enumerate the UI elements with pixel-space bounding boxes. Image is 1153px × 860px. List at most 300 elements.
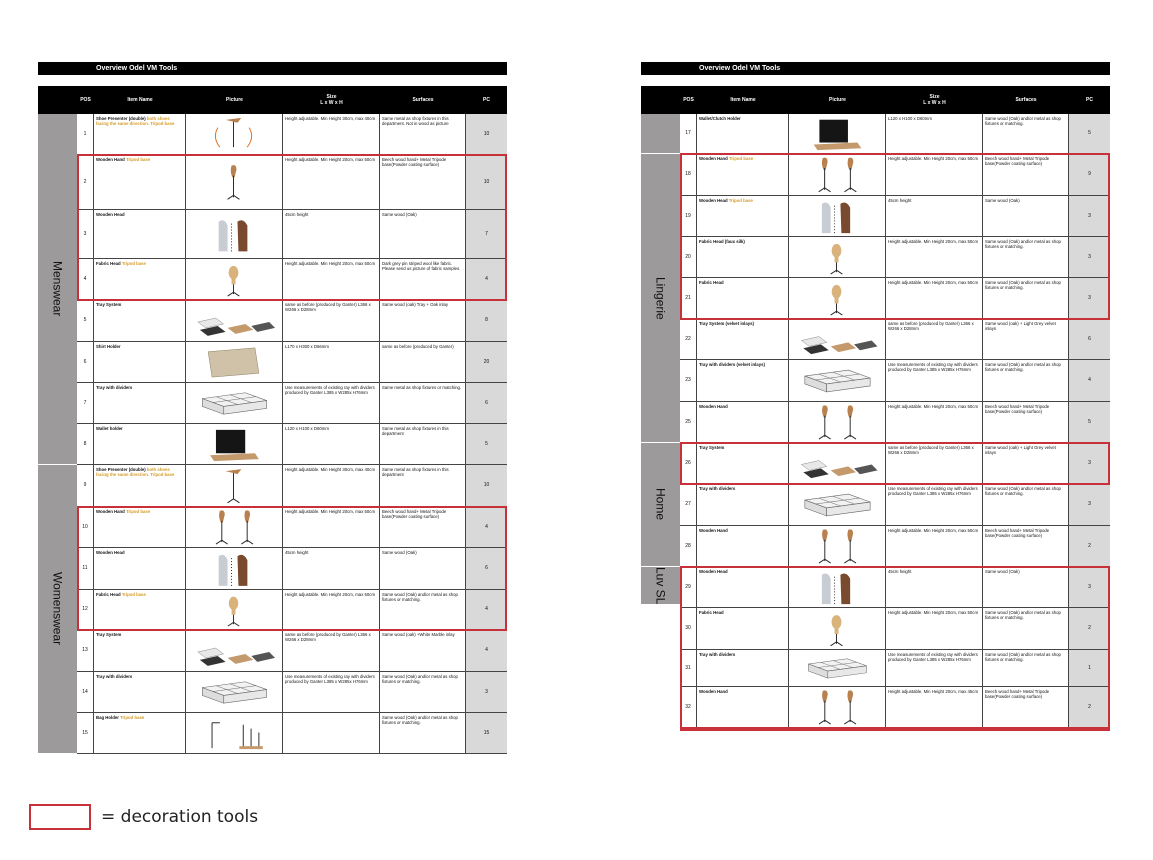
row-pos: 22: [680, 319, 697, 359]
row-pos: 7: [77, 383, 94, 423]
legend-label: = decoration tools: [101, 807, 259, 827]
row-size: Height adjustable. Min Height 20cm, max 50cm: [886, 608, 983, 649]
row-pc: 3: [1069, 443, 1110, 483]
row-surfaces: Beech wood hand+ Metal Tripode base(Powder coating surface): [983, 687, 1069, 727]
header-size: Size L x W x H: [320, 94, 343, 106]
table-row: [77, 114, 507, 155]
item-name-text: Wooden Hand: [699, 689, 728, 694]
table-row: [680, 484, 1110, 526]
row-pc: 3: [1069, 484, 1110, 525]
table-body: [641, 114, 1110, 728]
rows: [680, 114, 1110, 728]
item-name-note: Tripod base: [126, 157, 151, 162]
item-name-text: Tray with dividers: [699, 652, 736, 657]
row-pc: 2: [1069, 526, 1110, 566]
row-item-name: [697, 196, 789, 236]
row-picture: [186, 507, 283, 547]
header-picture: Picture: [226, 97, 243, 103]
row-surfaces: Same wood (Oak): [983, 567, 1069, 607]
item-name-text: Tray with dividers: [96, 385, 133, 390]
row-size: Height adjustable. Min Height 20cm, max 45cm: [886, 687, 983, 727]
group-label-text: Menswear: [50, 261, 65, 317]
row-picture: [789, 484, 886, 525]
row-size: Height adjustable. Min Height 30cm, max 40cm: [283, 465, 380, 506]
row-item-name: [697, 650, 789, 686]
header-size: Size L x W x H: [923, 94, 946, 106]
table-row: [680, 237, 1110, 278]
row-picture: [789, 608, 886, 649]
row-pc: 4: [466, 259, 507, 299]
row-picture: [186, 548, 283, 589]
row-pos: 5: [77, 300, 94, 341]
row-picture: [186, 300, 283, 341]
table-row: [680, 526, 1110, 567]
row-size: same as before (produced by Ganter) L366 x W266 x D28mm: [886, 319, 983, 359]
row-size: Height adjustable. Min Height 20cm, max 50cm: [886, 237, 983, 277]
row-surfaces: same as before (produced by Ganter): [380, 342, 466, 382]
hands-icon: [789, 402, 885, 442]
header-picture: Picture: [829, 97, 846, 103]
row-pc: 9: [1069, 154, 1110, 195]
row-surfaces: Same wood (oak) +White Marble inlay: [380, 630, 466, 671]
row-picture: [789, 278, 886, 318]
table-row: [680, 402, 1110, 443]
fabric-head-icon: [789, 608, 885, 649]
item-name-text: Wallet holder: [96, 426, 123, 431]
item-name-note: Tripod base: [121, 592, 146, 597]
row-surfaces: Same wood (Oak) and/or metal as shop fixtures or matching.: [983, 484, 1069, 525]
row-picture: [186, 590, 283, 629]
item-name-text: Tray with dividers: [699, 486, 736, 491]
row-item-name: [94, 465, 186, 506]
row-picture: [789, 196, 886, 236]
row-surfaces: Same wood (Oak) and/or metal as shop fixtures or matching.: [983, 278, 1069, 318]
row-item-name: [94, 630, 186, 671]
row-size: Height adjustable. Min Height 20cm, max 50cm: [283, 259, 380, 299]
group-label: [641, 443, 680, 567]
row-pos: 6: [77, 342, 94, 382]
item-name-text: Tray System: [96, 632, 122, 637]
row-size: L120 x H100 x D60mm: [886, 114, 983, 153]
table-row: [77, 342, 507, 383]
tray-dividers-icon: [789, 360, 885, 401]
hands-icon: [789, 687, 885, 727]
header-pos: POS: [683, 97, 694, 103]
fabric-head-icon: [789, 278, 885, 318]
group-label: [38, 465, 77, 754]
table-row: [77, 383, 507, 424]
table-header: [38, 86, 507, 114]
group-label-text: Lingerie: [653, 276, 668, 320]
table-row: [680, 114, 1110, 154]
tray-dividers-icon: [789, 484, 885, 525]
row-pc: 8: [466, 300, 507, 341]
row-size: same as before (produced by Ganter) L366 x W266 x D28mm: [886, 443, 983, 483]
row-picture: [186, 210, 283, 258]
row-pos: 15: [77, 713, 94, 753]
row-pos: 9: [77, 465, 94, 506]
row-surfaces: Dark grey pin striped wool like fabric. Please send us picture of fabric samples.: [380, 259, 466, 299]
row-picture: [789, 526, 886, 566]
item-name-text: Wooden Head: [96, 212, 125, 217]
item-name-text: Tray System: [699, 445, 725, 450]
row-item-name: [697, 608, 789, 649]
row-surfaces: Same metal as shop fixtures in this department: [380, 424, 466, 464]
table-row: [77, 300, 507, 342]
group-label-text: Womenswear: [50, 572, 65, 646]
row-picture: [186, 424, 283, 464]
row-size: 45cm height: [283, 210, 380, 258]
row-size: Height adjustable. Min Height 20cm, max 50cm: [886, 154, 983, 195]
tray-system-icon: [186, 300, 282, 341]
table-row: [680, 154, 1110, 196]
item-name-note: both shoes facing the same direction. Tripod base: [96, 116, 175, 126]
row-pc: 4: [466, 630, 507, 671]
item-name-text: Tray System: [96, 302, 122, 307]
row-pc: 10: [466, 114, 507, 154]
row-picture: [186, 259, 283, 299]
row-size: Use measurements of existing ray with dividers produced by Ganter L385 x W285x H76mm: [886, 484, 983, 525]
row-item-name: [94, 114, 186, 154]
row-pos: 27: [680, 484, 697, 525]
tray-dividers-icon: [186, 383, 282, 423]
group-label: [641, 114, 680, 154]
row-size: Height adjustable. Min Height 20cm, max 50cm: [886, 278, 983, 318]
item-name-text: Fabric Head: [96, 592, 121, 597]
row-surfaces: Same wood (Oak) and/or metal as shop fixtures or matching.: [380, 672, 466, 712]
row-surfaces: Same wood (Oak) and/or metal as shop fixtures or matching.: [380, 713, 466, 753]
table-row: [680, 278, 1110, 319]
table-header: [641, 86, 1110, 114]
table-row: [77, 507, 507, 548]
row-size: Use measurements of existing ray with dividers produced by Ganter L385 x W285x H76mm: [283, 383, 380, 423]
row-picture: [186, 465, 283, 506]
row-picture: [186, 672, 283, 712]
row-pc: 20: [466, 342, 507, 382]
row-pos: 21: [680, 278, 697, 318]
row-item-name: [94, 383, 186, 423]
row-pc: 3: [466, 672, 507, 712]
row-surfaces: Same wood (Oak): [380, 210, 466, 258]
tray-dividers-icon: [186, 672, 282, 712]
row-pc: 5: [1069, 402, 1110, 442]
item-name-text: Fabric Head: [96, 261, 121, 266]
row-size: Use measurements of existing ray with dividers produced by Ganter L385 x W285x H76mm: [283, 672, 380, 712]
shoe-stand-2-icon: [186, 465, 282, 506]
row-picture: [186, 630, 283, 671]
hands-icon: [186, 507, 282, 547]
row-pc: 7: [466, 210, 507, 258]
header-item-name: Item Name: [730, 97, 756, 103]
row-item-name: [697, 237, 789, 277]
row-size: Height adjustable. Min Height 20cm, max 50cm: [283, 590, 380, 629]
table-row: [77, 630, 507, 672]
tray-system-icon: [789, 443, 885, 483]
row-size: [283, 713, 380, 753]
heads-icon: [789, 196, 885, 236]
group-label: [38, 114, 77, 465]
row-item-name: [94, 590, 186, 629]
row-size: Height adjustable. Min Height 20cm, max 50cm: [283, 155, 380, 209]
row-pos: 28: [680, 526, 697, 566]
header-surfaces: Surfaces: [1015, 97, 1037, 103]
row-size: 45cm height: [283, 548, 380, 589]
row-pos: 29: [680, 567, 697, 607]
fabric-head-icon: [186, 259, 282, 299]
wallet-icon: [789, 114, 885, 153]
table-body: [38, 114, 507, 754]
row-surfaces: Same wood (Oak): [983, 196, 1069, 236]
row-picture: [186, 342, 283, 382]
table-row: [680, 567, 1110, 608]
row-picture: [186, 713, 283, 753]
item-name-note: Tripod base: [120, 715, 145, 720]
table-row: [77, 465, 507, 507]
row-item-name: [94, 672, 186, 712]
row-surfaces: Same wood (Oak) and/or metal as shop fixtures or matching.: [983, 237, 1069, 277]
row-picture: [789, 237, 886, 277]
row-size: 45cm height: [886, 567, 983, 607]
table-row: [77, 548, 507, 590]
row-size: Height adjustable. Min Height 20cm, max 50cm: [283, 507, 380, 547]
row-item-name: [697, 687, 789, 727]
row-item-name: [94, 259, 186, 299]
row-pos: 25: [680, 402, 697, 442]
row-surfaces: Beech wood hand+ Metal Tripode base(Powder coating surface): [983, 154, 1069, 195]
fabric-head-icon: [186, 590, 282, 629]
item-name-text: Tray with dividers: [96, 674, 133, 679]
shoe-stand-icon: [186, 114, 282, 154]
row-item-name: [94, 424, 186, 464]
table-row: [680, 650, 1110, 687]
group-label: [641, 154, 680, 443]
row-pc: 10: [466, 155, 507, 209]
table-row: [680, 443, 1110, 484]
item-name-note: Tripod base: [121, 261, 146, 266]
row-pos: 32: [680, 687, 697, 727]
row-pc: 4: [466, 590, 507, 629]
row-size: Height adjustable. Min Height 30cm, max 40cm: [283, 114, 380, 154]
row-item-name: [697, 278, 789, 318]
row-item-name: [697, 443, 789, 483]
row-pc: 6: [466, 548, 507, 589]
table-row: [680, 319, 1110, 360]
row-size: L120 x H100 x D60mm: [283, 424, 380, 464]
table-title: Overview Odel VM Tools: [38, 62, 507, 75]
row-item-name: [94, 210, 186, 258]
table-row: [77, 424, 507, 465]
table-row: [77, 713, 507, 754]
row-picture: [789, 154, 886, 195]
row-item-name: [697, 154, 789, 195]
row-pc: 1: [1069, 650, 1110, 686]
row-pc: 3: [1069, 567, 1110, 607]
row-size: Height adjustable. Min Height 20cm, max 50cm: [886, 526, 983, 566]
header-pc: PC: [483, 97, 490, 103]
item-name-text: Wooden Hand: [699, 528, 728, 533]
group-column: [641, 114, 680, 728]
row-item-name: [697, 526, 789, 566]
row-size: Height adjustable. Min Height 20cm, max 50cm: [886, 402, 983, 442]
row-surfaces: Same wood (oak) + Light Grey velvet inlays: [983, 319, 1069, 359]
item-name-text: Tray System (velvet inlays): [699, 321, 754, 326]
row-pos: 17: [680, 114, 697, 153]
hands-icon: [789, 154, 885, 195]
row-pos: 12: [77, 590, 94, 629]
row-pos: 1: [77, 114, 94, 154]
row-surfaces: Same wood (Oak) and/or metal as shop fixtures or matching.: [983, 360, 1069, 401]
table-row: [680, 687, 1110, 728]
item-name-text: Wooden Head: [699, 569, 728, 574]
row-picture: [186, 155, 283, 209]
item-name-note: Tripod base: [728, 198, 753, 203]
row-pos: 11: [77, 548, 94, 589]
item-name-note: Tripod base: [729, 156, 754, 161]
row-picture: [789, 567, 886, 607]
tray-system-icon: [789, 319, 885, 359]
row-picture: [789, 360, 886, 401]
item-name-text: Shoe Presenter (double): [96, 116, 146, 121]
row-surfaces: Beech wood hand+ Metal Tripode base(Powder coating surface): [983, 526, 1069, 566]
row-surfaces: Beech wood hand+ Metal Tripode base(Powder coating surface): [983, 402, 1069, 442]
row-item-name: [697, 114, 789, 153]
item-name-text: Wooden Hand: [96, 157, 125, 162]
item-name-text: Bag Holder: [96, 715, 119, 720]
shirt-holder-icon: [186, 342, 282, 382]
item-name-text: Fabric Head: [699, 280, 724, 285]
row-item-name: [94, 548, 186, 589]
row-surfaces: Beech wood hand+ Metal Tripode base(Powder coating surface): [380, 507, 466, 547]
item-name-text: Wooden Hand: [699, 156, 728, 161]
item-name-text: Fabric Head (faux silk): [699, 239, 745, 244]
row-surfaces: Beech wood hand+ Metal Tripode base(Powder coating surface): [380, 155, 466, 209]
fabric-head-icon: [789, 237, 885, 277]
row-pc: 15: [466, 713, 507, 753]
group-label-text: Home: [653, 488, 668, 521]
row-pc: 10: [466, 465, 507, 506]
left-table-panel: [38, 62, 507, 754]
wallet-icon: [186, 424, 282, 464]
row-picture: [789, 650, 886, 686]
row-size: L170 x H300 x D66mm: [283, 342, 380, 382]
heads-icon: [186, 210, 282, 258]
item-name-text: Fabric Head: [699, 610, 724, 615]
row-surfaces: Same metal as shop fixtures in this department. Not in wood as picture: [380, 114, 466, 154]
group-column: [38, 114, 77, 754]
item-name-note: both shoes facing the same direction. Tripod base: [96, 467, 175, 477]
tray-dividers-icon: [789, 650, 885, 686]
row-item-name: [94, 342, 186, 382]
item-name-text: Tray with dividers (velvet inlays): [699, 362, 765, 367]
row-item-name: [94, 507, 186, 547]
row-pos: 31: [680, 650, 697, 686]
row-size: Use measurements of existing ray with dividers produced by Ganter L385 x W285x H76mm: [886, 360, 983, 401]
table-row: [77, 590, 507, 630]
row-size: 45cm height: [886, 196, 983, 236]
item-name-text: Wallet/Clutch Holder: [699, 116, 741, 121]
row-surfaces: Same wood (Oak): [380, 548, 466, 589]
item-name-text: Wooden Hand: [96, 509, 125, 514]
row-item-name: [94, 713, 186, 753]
row-item-name: [697, 567, 789, 607]
item-name-note: Tripod base: [126, 509, 151, 514]
row-pc: 5: [1069, 114, 1110, 153]
table-row: [680, 196, 1110, 237]
row-picture: [789, 114, 886, 153]
row-pos: 10: [77, 507, 94, 547]
row-pc: 2: [1069, 608, 1110, 649]
right-table-panel: [641, 62, 1110, 728]
row-pc: 6: [466, 383, 507, 423]
hands-icon: [789, 526, 885, 566]
row-surfaces: Same wood (oak) + Light Grey velvet inlays: [983, 443, 1069, 483]
header-item-name: Item Name: [127, 97, 153, 103]
row-item-name: [697, 360, 789, 401]
row-pos: 2: [77, 155, 94, 209]
row-pos: 4: [77, 259, 94, 299]
table-row: [680, 608, 1110, 650]
tray-system-icon: [186, 630, 282, 671]
row-item-name: [94, 155, 186, 209]
row-item-name: [697, 319, 789, 359]
row-surfaces: Same wood (Oak) and/or metal as shop fixtures or matching.: [983, 650, 1069, 686]
row-picture: [186, 114, 283, 154]
group-label: [641, 567, 680, 605]
table-row: [77, 672, 507, 713]
row-size: same as before (produced by Ganter) L366 x W266 x D28mm: [283, 300, 380, 341]
row-picture: [789, 687, 886, 727]
group-label-text: Luv SL: [653, 567, 668, 605]
table-row: [680, 360, 1110, 402]
item-name-text: Wooden Head: [96, 550, 125, 555]
row-item-name: [697, 484, 789, 525]
row-pc: 3: [1069, 196, 1110, 236]
item-name-text: Shirt Holder: [96, 344, 121, 349]
row-picture: [789, 443, 886, 483]
row-pc: 5: [466, 424, 507, 464]
row-pos: 30: [680, 608, 697, 649]
row-picture: [789, 319, 886, 359]
table-title: Overview Odel VM Tools: [641, 62, 1110, 75]
item-name-text: Shoe Presenter (double): [96, 467, 146, 472]
bag-holder-icon: [186, 713, 282, 753]
heads-icon: [789, 567, 885, 607]
hand-icon: [186, 155, 282, 209]
legend-swatch: [29, 804, 91, 830]
row-picture: [789, 402, 886, 442]
row-pc: 2: [1069, 687, 1110, 727]
row-pc: 4: [1069, 360, 1110, 401]
row-surfaces: Same wood (Oak) and/or metal as shop fixtures or matching.: [983, 114, 1069, 153]
row-pos: 26: [680, 443, 697, 483]
row-pc: 4: [466, 507, 507, 547]
row-pos: 3: [77, 210, 94, 258]
row-item-name: [94, 300, 186, 341]
row-size: Use measurements of existing ray with dividers produced by Ganter L385 x W285x H76mm: [886, 650, 983, 686]
row-pos: 8: [77, 424, 94, 464]
legend: [29, 804, 258, 830]
row-item-name: [697, 402, 789, 442]
row-pos: 13: [77, 630, 94, 671]
table-row: [77, 155, 507, 210]
row-pc: 6: [1069, 319, 1110, 359]
row-pos: 19: [680, 196, 697, 236]
row-pos: 23: [680, 360, 697, 401]
item-name-text: Wooden Head: [699, 198, 728, 203]
row-pc: 3: [1069, 278, 1110, 318]
row-surfaces: Same metal as shop fixtures or matching.: [380, 383, 466, 423]
table-row: [77, 259, 507, 300]
